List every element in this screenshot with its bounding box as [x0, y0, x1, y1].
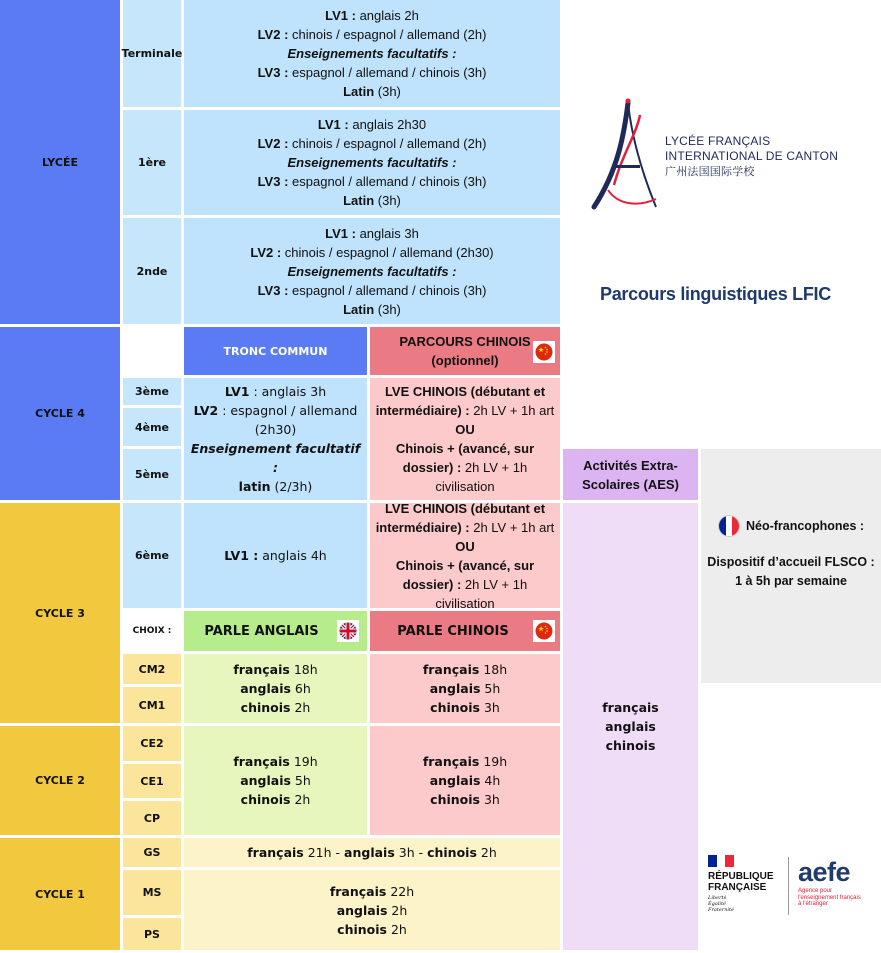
grade-6eme: 6ème	[123, 503, 181, 608]
aes-header: Activités Extra- Scolaires (AES)	[563, 449, 698, 500]
choix-label: CHOIX :	[132, 626, 172, 636]
lfic-logo	[588, 95, 658, 215]
parcours-chinois-header: PARCOURS CHINOIS (optionnel)	[370, 327, 560, 375]
cm-chinois-content: français 18h anglais 5h chinois 3h	[370, 654, 560, 723]
grade-cm2: CM2	[123, 654, 181, 684]
china-flag-icon	[533, 341, 555, 363]
uk-flag-icon	[337, 620, 359, 642]
cycle-4: CYCLE 4	[0, 327, 120, 500]
grade-premiere: 1ère	[123, 110, 181, 215]
parle-chinois-header: PARLE CHINOIS	[370, 611, 560, 651]
france-flag-icon	[718, 515, 740, 537]
gs-content: français 21h - anglais 3h - chinois 2h	[184, 838, 560, 867]
cm-anglais-content: français 18h anglais 6h chinois 2h	[184, 654, 367, 723]
grade-gs: GS	[123, 838, 181, 867]
page-title: Parcours linguistiques LFIC	[600, 284, 831, 304]
grade-5eme: 5ème	[123, 449, 181, 500]
cycle-2: CYCLE 2	[0, 726, 120, 835]
ce-chinois-content: français 19h anglais 4h chinois 3h	[370, 726, 560, 835]
marianne-flag-icon	[708, 855, 734, 867]
cycle-lycee: LYCÉE	[0, 0, 120, 324]
cycle-1: CYCLE 1	[0, 838, 120, 950]
china-flag-icon	[533, 620, 555, 642]
cycle-3: CYCLE 3	[0, 503, 120, 723]
grade-cm1: CM1	[123, 687, 181, 723]
neo-francophones-box: Néo-francophones : Dispositif d’accueil FLSCO : 1 à 5h par semaine	[701, 449, 881, 683]
republique-logo: RÉPUBLIQUE FRANÇAISE Liberté Égalité Fraternité	[708, 855, 788, 920]
ms-ps-content: français 22h anglais 2h chinois 2h	[184, 870, 560, 950]
grade-ce2: CE2	[123, 726, 181, 761]
school-name: LYCÉE FRANÇAIS INTERNATIONAL DE CANTON 广州法国国际学校	[665, 134, 839, 178]
aefe-logo: aefe Agence pour l'enseignement français à l'étranger	[798, 857, 861, 907]
logo-divider	[788, 857, 789, 915]
g6-chinois-content: LVE CHINOIS (débutant et intermédiaire) : 2h LV + 1h art OU Chinois + (avancé, sur dossier) : 2h LV + 1h civilisation	[370, 503, 560, 608]
aes-content: français anglais chinois	[563, 503, 698, 950]
cycle4-tronc-content: LV1 : anglais 3h LV2 : espagnol / allemand (2h30) Enseignement facultatif : latin (2/3h)	[184, 378, 367, 500]
ce-anglais-content: français 19h anglais 5h chinois 2h	[184, 726, 367, 835]
g6-tronc-content: LV1 : anglais 4h	[184, 503, 367, 608]
lycee-seconde-content: LV1 : anglais 3h LV2 : chinois / espagnol / allemand (2h30) Enseignements facultatifs : LV3 : espagnol / allemand / chinois (3h) Latin (3h)	[184, 218, 560, 324]
grade-4eme: 4ème	[123, 408, 181, 446]
grade-terminale: Terminale	[123, 0, 181, 107]
grade-3eme: 3ème	[123, 378, 181, 405]
cycle4-chinois-content: LVE CHINOIS (débutant et intermédiaire) : 2h LV + 1h art OU Chinois + (avancé, sur dossier) : 2h LV + 1h civilisation	[370, 378, 560, 500]
grade-seconde: 2nde	[123, 218, 181, 324]
lycee-premiere-content: LV1 : anglais 2h30 LV2 : chinois / espagnol / allemand (2h) Enseignements facultatifs : LV3 : espagnol / allemand / chinois (3h) Latin (3h)	[184, 110, 560, 215]
parle-anglais-header: PARLE ANGLAIS	[184, 611, 367, 651]
lycee-terminale-content: LV1 : anglais 2h LV2 : chinois / espagnol / allemand (2h) Enseignements facultatifs : LV3 : espagnol / allemand / chinois (3h) Latin (3h)	[184, 0, 560, 107]
grade-cp: CP	[123, 801, 181, 835]
grade-ce1: CE1	[123, 764, 181, 798]
tronc-commun-header: TRONC COMMUN	[184, 327, 367, 375]
grade-ps: PS	[123, 918, 181, 950]
grade-ms: MS	[123, 870, 181, 915]
